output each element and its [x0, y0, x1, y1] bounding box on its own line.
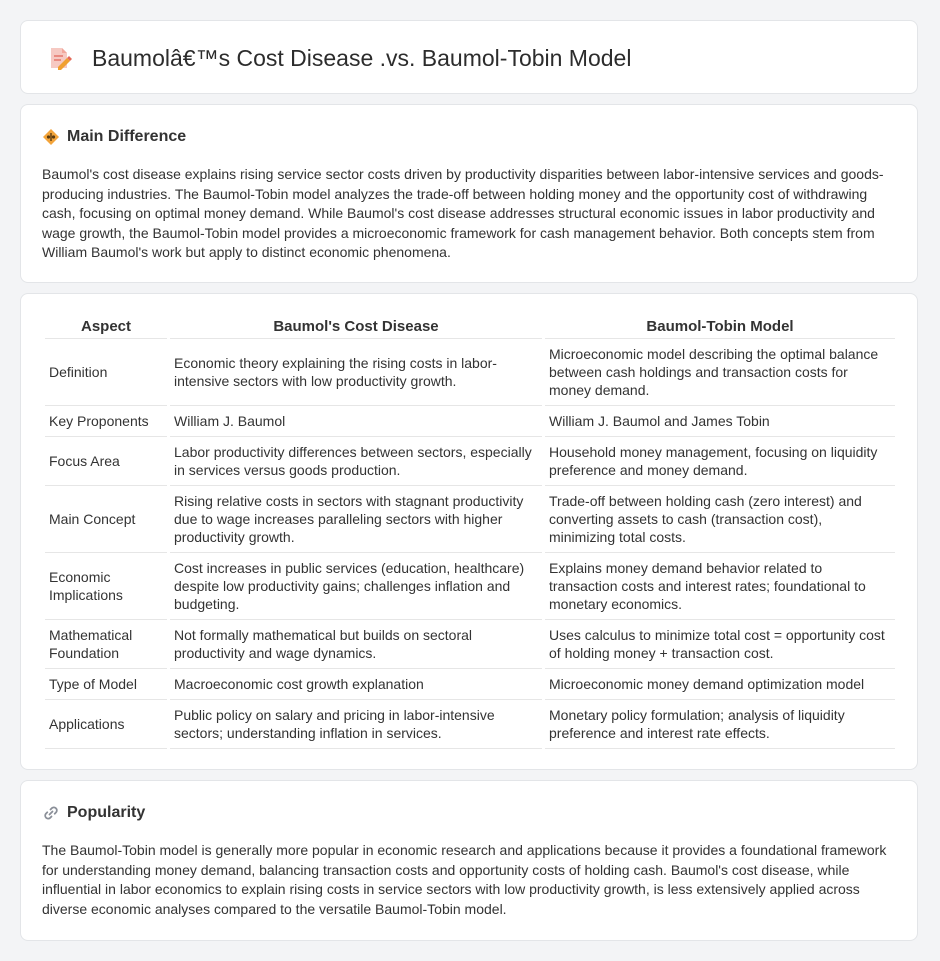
link-icon — [42, 804, 60, 822]
main-difference-text: Baumol's cost disease explains rising service sector costs driven by productivity disparities between labor-intensive services and goods-producing industries. The Baumol-Tobin model analyzes the trade-off between holding money and the opportunity cost of withdrawing cash, focusing on optimal money demand. While Baumol's cost disease addresses structural economic issues in labor productivity and wage growth, the Baumol-Tobin model provides a microeconomic framework for cash management behavior. Both concepts stem from William Baumol's work but apply to distinct economic phenomena. — [42, 166, 884, 261]
table-row — [45, 339, 895, 406]
popularity-header — [42, 803, 145, 823]
row-aspect: Definition — [45, 339, 167, 406]
comparison-table-card — [20, 293, 918, 770]
row-baumol-tobin: Microeconomic money demand optimization model — [545, 669, 895, 700]
row-aspect: Type of Model — [45, 669, 167, 700]
table-row — [45, 406, 895, 437]
row-cost-disease: Cost increases in public services (education, healthcare) despite low productivity gains; challenges inflation and budgeting. — [170, 553, 542, 620]
diamond-sign-icon — [42, 128, 60, 146]
header-baumol-tobin: Baumol-Tobin Model — [545, 316, 895, 339]
comparison-table — [42, 316, 898, 749]
table-row — [45, 700, 895, 749]
row-aspect: Key Proponents — [45, 406, 167, 437]
main-difference-header — [42, 127, 186, 147]
popularity-text: The Baumol-Tobin model is generally more popular in economic research and applications because it provides a foundational framework for understanding money demand, balancing transaction costs and opportunity costs of holding cash. Baumol's cost disease, while influential in labor economics to explain rising costs in service sectors with low productivity growth, is less extensively applied across diverse economic analyses compared to the versatile Baumol-Tobin model. — [42, 842, 887, 917]
row-baumol-tobin: Explains money demand behavior related to transaction costs and interest rates; foundational to monetary economics. — [545, 553, 895, 620]
table-header-row — [45, 316, 895, 339]
popularity-heading: Popularity — [67, 804, 146, 821]
row-baumol-tobin: Trade-off between holding cash (zero interest) and converting assets to cash (transaction cost), minimizing total costs. — [545, 486, 895, 553]
main-difference-card — [20, 104, 918, 283]
table-row — [45, 486, 895, 553]
table-row — [45, 437, 895, 486]
table-row — [45, 669, 895, 700]
row-baumol-tobin: Household money management, focusing on liquidity preference and money demand. — [545, 437, 895, 486]
row-aspect: Applications — [45, 700, 167, 749]
row-baumol-tobin: Uses calculus to minimize total cost = opportunity cost of holding money + transaction cost. — [545, 620, 895, 669]
table-row — [45, 553, 895, 620]
row-aspect: Mathematical Foundation — [45, 620, 167, 669]
row-cost-disease: Rising relative costs in sectors with stagnant productivity due to wage increases paralleling sectors with higher productivity growth. — [170, 486, 542, 553]
row-aspect: Focus Area — [45, 437, 167, 486]
header-cost-disease: Baumol's Cost Disease — [170, 316, 542, 339]
row-baumol-tobin: William J. Baumol and James Tobin — [545, 406, 895, 437]
row-cost-disease: Economic theory explaining the rising costs in labor-intensive sectors with low productivity growth. — [170, 339, 542, 406]
document-edit-icon — [46, 45, 72, 71]
row-cost-disease: William J. Baumol — [170, 406, 542, 437]
header-aspect: Aspect — [45, 316, 167, 339]
page-title: Baumolâ€™s Cost Disease .vs. Baumol-Tobin Model — [92, 45, 632, 71]
main-difference-heading: Main Difference — [67, 128, 187, 145]
row-cost-disease: Not formally mathematical but builds on sectoral productivity and wage dynamics. — [170, 620, 542, 669]
row-baumol-tobin: Monetary policy formulation; analysis of liquidity preference and interest rate effects. — [545, 700, 895, 749]
row-aspect: Economic Implications — [45, 553, 167, 620]
row-baumol-tobin: Microeconomic model describing the optimal balance between cash holdings and transaction costs for money demand. — [545, 339, 895, 406]
table-row — [45, 620, 895, 669]
row-cost-disease: Macroeconomic cost growth explanation — [170, 669, 542, 700]
popularity-card — [20, 780, 918, 941]
row-aspect: Main Concept — [45, 486, 167, 553]
row-cost-disease: Labor productivity differences between sectors, especially in services versus goods production. — [170, 437, 542, 486]
row-cost-disease: Public policy on salary and pricing in labor-intensive sectors; understanding inflation in services. — [170, 700, 542, 749]
title-card — [20, 20, 918, 94]
